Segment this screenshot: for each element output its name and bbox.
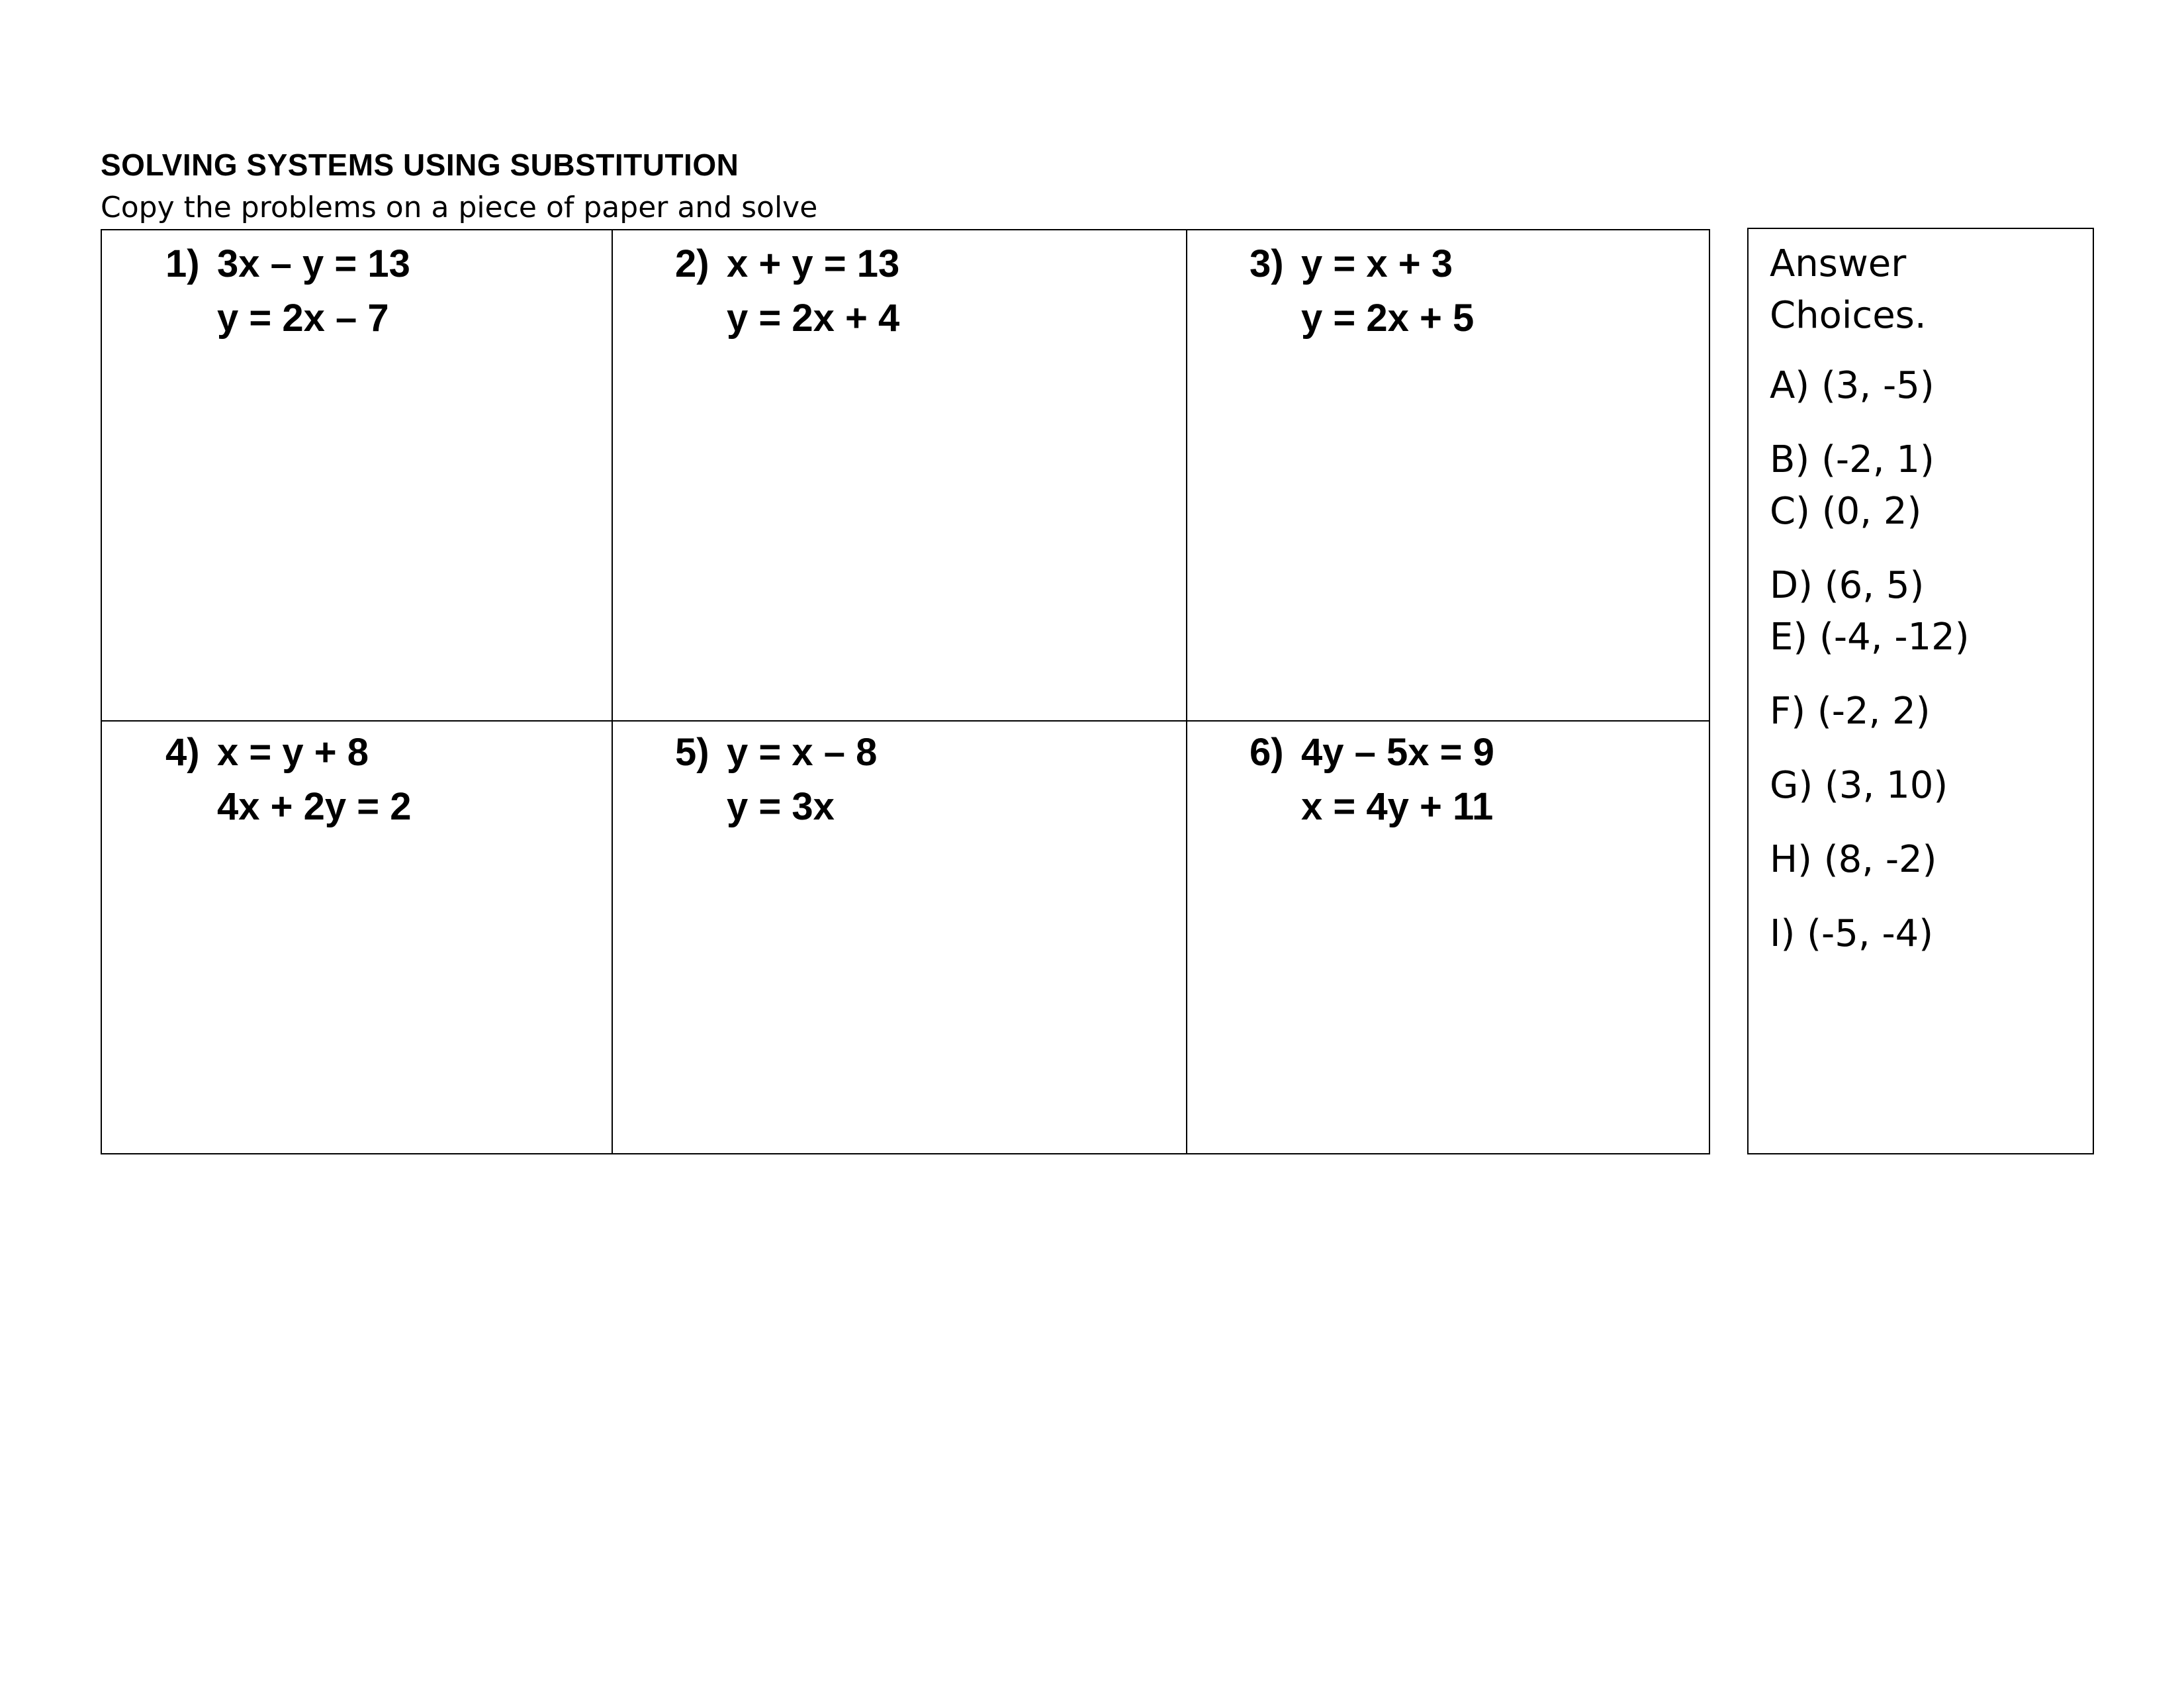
problem-equation-1: x = y + 8: [217, 731, 369, 774]
problem-5: [675, 726, 877, 834]
answer-choice: A) (3, -5): [1770, 364, 1934, 407]
problem-equation-2: x = 4y + 11: [1301, 785, 1494, 828]
answer-heading-line: Answer: [1770, 242, 1907, 285]
answer-choices-heading: [1770, 238, 1927, 342]
problem-equation-1: y = x – 8: [727, 731, 878, 774]
answer-heading-line: Choices.: [1770, 294, 1927, 337]
problem-equation-2: y = 2x + 5: [1301, 297, 1475, 340]
answer-choice: F) (-2, 2): [1770, 690, 1931, 733]
problem-number: 3): [1250, 242, 1284, 285]
problem-equation-2: y = 3x: [727, 785, 835, 828]
answer-choice: E) (-4, -12): [1770, 616, 1970, 659]
problem-equation-2: y = 2x – 7: [217, 297, 389, 340]
problem-equation-1: 3x – y = 13: [217, 242, 410, 285]
grid-divider: [102, 720, 1709, 722]
answer-choices-box: [1747, 228, 2094, 1154]
answer-choice: D) (6, 5): [1770, 564, 1925, 607]
answer-choice: C) (0, 2): [1770, 490, 1922, 533]
problem-equation-1: y = x + 3: [1301, 242, 1453, 285]
problem-4: [165, 726, 411, 834]
problem-equation-2: 4x + 2y = 2: [217, 785, 412, 828]
grid-divider: [612, 230, 613, 1153]
problem-number: 2): [675, 242, 709, 285]
worksheet-instructions: Copy the problems on a piece of paper and solve: [101, 191, 818, 224]
answer-choice: I) (-5, -4): [1770, 912, 1934, 955]
problem-1: [165, 237, 410, 346]
problem-number: 5): [675, 731, 709, 774]
problem-grid: [101, 229, 1710, 1154]
problem-2: [675, 237, 899, 346]
problem-number: 4): [165, 731, 200, 774]
problem-equation-2: y = 2x + 4: [727, 297, 900, 340]
problem-equation-1: x + y = 13: [727, 242, 900, 285]
problem-number: 1): [165, 242, 200, 285]
grid-divider: [1186, 230, 1187, 1153]
worksheet-title: SOLVING SYSTEMS USING SUBSTITUTION: [101, 148, 739, 182]
problem-6: [1250, 726, 1494, 834]
answer-choice: H) (8, -2): [1770, 838, 1937, 881]
problem-number: 6): [1250, 731, 1284, 774]
answer-choice: B) (-2, 1): [1770, 438, 1934, 481]
problem-equation-1: 4y – 5x = 9: [1301, 731, 1494, 774]
problem-3: [1250, 237, 1474, 346]
answer-choice: G) (3, 10): [1770, 764, 1948, 807]
